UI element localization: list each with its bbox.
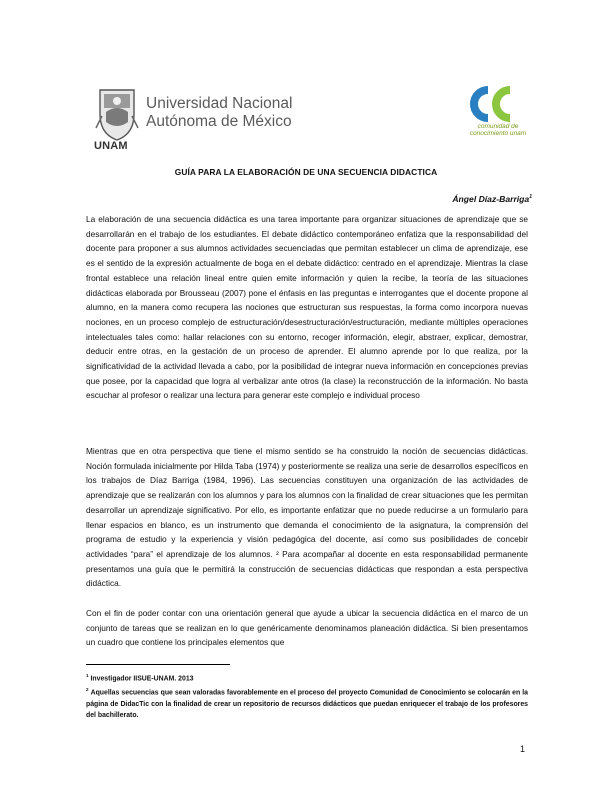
footnotes (86, 670, 528, 721)
footnote-2: $^2$ Aquellas secuencias que sean valoradas favorablemente en el proceso del proyecto Comunidad de Conocimiento se colocarán en la página de DidacTic con la finalidad de crear un repositorio de recursos didácticos que puedan enriquecer el trabajo de los profesores del bachillerato. (86, 687, 529, 719)
footnote-divider (86, 664, 230, 665)
paragraph-2: Mientras que en otra perspectiva que tiene el mismo sentido se ha construido la noción de secuencias didácticas. Noción formulada inicialmente por Hilda Taba (1974) y posteriormente se realiza una serie de desarrollos específicos en los trabajos de Díaz Barriga (1984, 1996). Las secuencias constituyen una organización de las actividades de aprendizaje que se realizarán con los alumnos y para los alumnos con la finalidad de crear situaciones que les permitan desarrollar un aprendizaje significativo. Por ello, es importante enfatizar que no puede reducirse a un formulario para llenar espacios en blanco, es un instrumento que demanda el conocimiento de la asignatura, la comprensión del programa de estudio y la experiencia y visión pedagógica del docente, así como sus posibilidades de concebir actividades “para” el aprendizaje de los alumnos. ² Para acompañar al docente en esta responsabilidad permanente presentamos una guía que le permitirá la construcción de secuencias didácticas que respondan a esta perspectiva didáctica. (86, 446, 528, 589)
author-name: Ángel Díaz-Barriga (452, 194, 530, 204)
comunidad-conocimiento-text: comunidad de conocimiento unam (469, 123, 527, 137)
paragraph-1: La elaboración de una secuencia didáctica es una tarea importante para organizar situaciones de aprendizaje que se desarrollarán en el trabajo de los estudiantes. El debate didáctico contemporáneo enfatiza que la responsabilidad del docente para proponer a sus alumnos actividades secuenciadas que permitan establecer un clima de aprendizaje, ese es el sentido de la expresión actualmente de boga en el debate didáctico: centrado en el aprendizaje. Mientras la clase frontal establece una relación lineal entre quien emite información y quien la recibe, la teoría de las situaciones didácticas elaborada por Brousseau (2007) pone el énfasis en las preguntas e interrogantes que el docente propone al alumno, en la manera como recupera las nociones que estructuran sus respuestas, la forma como incorpora nuevas nociones, en un proceso complejo de estructuración/desestructuración/estructuración, mediante múltiples operaciones intelectuales tales como: hallar relaciones con su entorno, recoger información, elegir, abstraer, explicar, demostrar, deducir entre otras, en la gestación de un proceso de aprender. El alumno aprende por lo que realiza, por la significatividad de la actividad llevada a cabo, por la posibilidad de integrar nueva información en concepciones previas que posee, por la capacidad que logra al verbalizar ante otros (la clase) la reconstrucción de la información. No basta escuchar al profesor o realizar una lectura para generar este complejo e individual proceso (86, 214, 528, 401)
author (452, 194, 532, 204)
footnote-1: $^1$ Investigador IISUE-UNAM. 2013 (86, 673, 194, 683)
document-title: GUÍA PARA LA ELABORACIÓN DE UNA SECUENCIA DIDACTICA (174, 167, 438, 177)
author-footnote-mark: 1 (529, 194, 532, 201)
paragraph-3: Con el fin de poder contar con una orientación general que ayude a ubicar la secuencia didáctica en el marco de un conjunto de tareas que se realizan en lo que genéricamente denominamos planeación didáctica. Si bien presentamos un cuadro que contiene los principales elementos que (86, 608, 528, 648)
university-name (146, 95, 292, 131)
page-header (94, 86, 534, 158)
unam-label: UNAM (94, 140, 128, 152)
page-number: 1 (520, 744, 526, 754)
university-line-2: Autónoma de México (146, 113, 292, 130)
university-line-1: Universidad Nacional (146, 95, 293, 112)
